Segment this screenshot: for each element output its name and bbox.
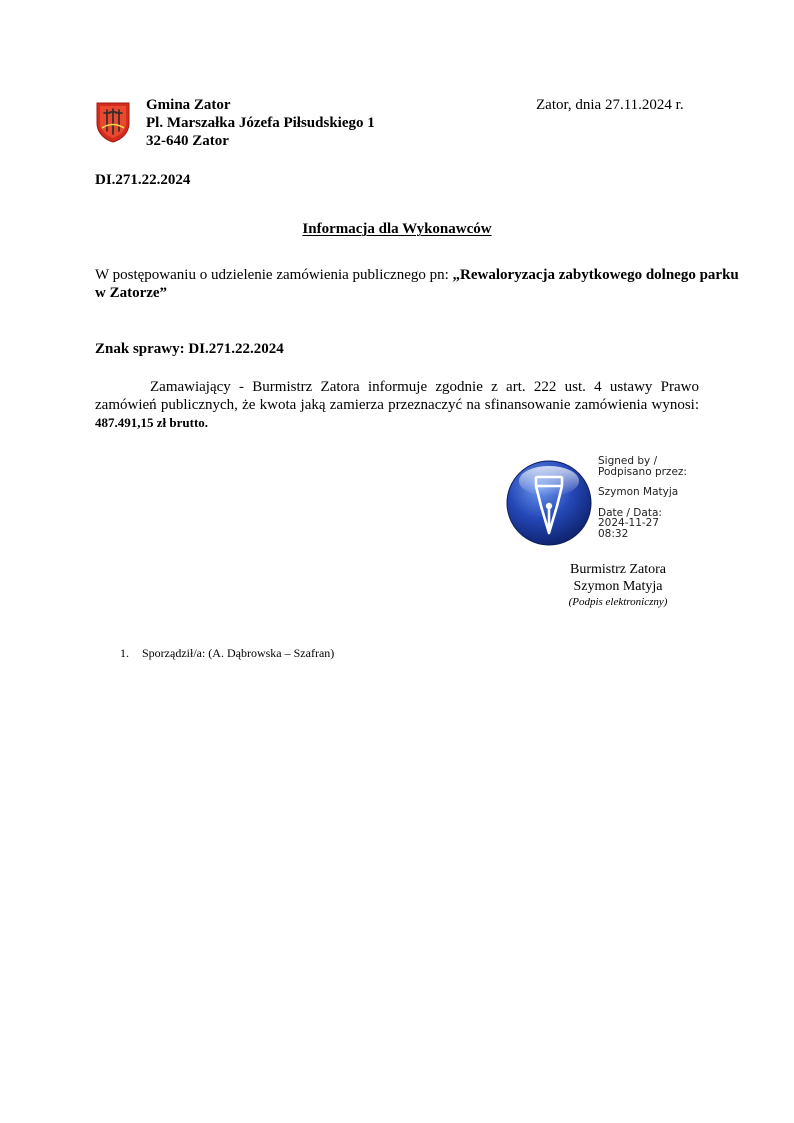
intro-paragraph (95, 266, 741, 302)
prepared-by-text: Sporządził/a: (A. Dąbrowska – Szafran) (142, 646, 335, 660)
signature-date-value: 2024-11-27 (598, 517, 660, 529)
signer-name: Szymon Matyja (573, 579, 663, 594)
pen-nib-icon (505, 459, 593, 547)
project-name: „Rewaloryzacja zabytkowego dolnego parku w Zatorze” (95, 267, 739, 301)
sender-city: 32-640 Zator (146, 133, 229, 149)
sender-name: Gmina Zator (146, 97, 231, 113)
signature-info (598, 456, 708, 539)
budget-amount: 487.491,15 zł brutto. (95, 415, 209, 430)
signature-time-value: 08:32 (598, 527, 629, 540)
coat-of-arms-logo (96, 101, 130, 143)
signature-date-label: Date / Data: (598, 506, 662, 519)
document-date: Zator, dnia 27.11.2024 r. (536, 97, 684, 113)
document-title-text: Informacja dla Wykonawców (302, 221, 492, 237)
sender-address (146, 96, 375, 150)
signature-signer-name: Szymon Matyja (598, 486, 679, 498)
signer-role: Burmistrz Zatora (569, 562, 667, 577)
case-number: Znak sprawy: DI.271.22.2024 (95, 341, 284, 357)
body-text: Zamawiający - Burmistrz Zatora informuje zgodnie z art. 222 ust. 4 ustawy Prawo zamówień publicznych, że kwota jaką zamierza przeznaczyć na sfinansowanie zamówienia wynosi: (95, 379, 699, 413)
signer-block (540, 561, 696, 610)
electronic-signature (505, 456, 705, 548)
intro-prefix: W postępowaniu o udzielenie zamówienia publicznego pn: (95, 267, 453, 283)
signature-note: (Podpis elektroniczny) (568, 596, 668, 608)
body-paragraph (95, 378, 699, 432)
reference-number: DI.271.22.2024 (95, 172, 191, 188)
sender-street: Pl. Marszałka Józefa Piłsudskiego 1 (146, 115, 375, 131)
document-title (0, 220, 794, 238)
prepared-by-footer (120, 646, 334, 660)
signed-by-label-2: Podpisano przez: (598, 465, 687, 478)
footer-number: 1. (120, 646, 129, 660)
signed-by-label-1: Signed by / (598, 455, 658, 467)
